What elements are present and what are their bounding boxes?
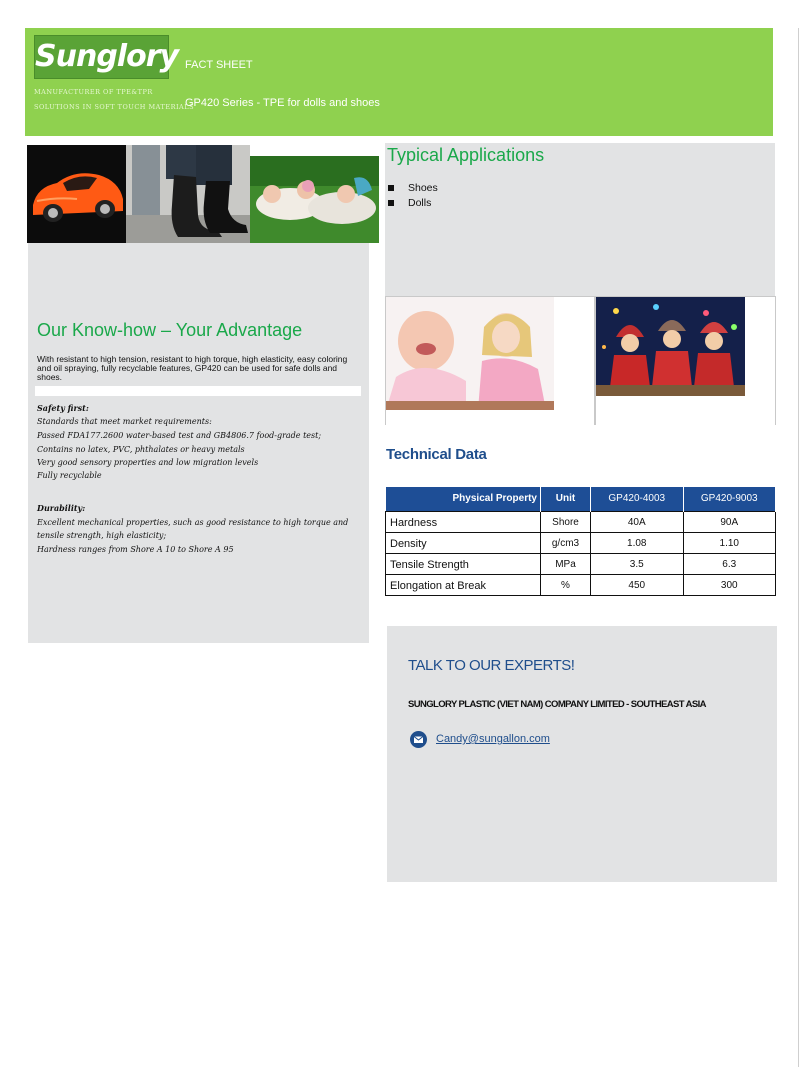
durability-heading: Durability:: [37, 503, 86, 513]
table-row: [386, 553, 776, 574]
table-cell: 90A: [683, 511, 776, 532]
list-item: [387, 181, 438, 196]
applications-title: Typical Applications: [387, 145, 545, 165]
table-cell: Hardness: [386, 511, 541, 532]
series-title: GP420 Series - TPE for dolls and shoes: [185, 97, 380, 109]
durability-text: Excellent mechanical properties, such as good resistance to high torque and tensile strength, high elasticity;: [37, 518, 349, 540]
square-bullet-icon: [388, 200, 394, 206]
mail-icon: [410, 731, 427, 748]
knowhow-panel: [28, 243, 369, 643]
tagline-line-2: SOLUTIONS IN SOFT TOUCH MATERIALS: [34, 103, 195, 111]
photo-christmas-dolls: [596, 297, 745, 396]
technical-data-title: Technical Data: [386, 446, 487, 463]
square-bullet-icon: [388, 185, 394, 191]
table-cell: 450: [591, 574, 684, 595]
table-cell: 6.3: [683, 553, 776, 574]
applications-list: [387, 181, 438, 211]
table-cell: Elongation at Break: [386, 574, 541, 595]
safety-heading: Safety first:: [37, 403, 89, 413]
table-cell: Tensile Strength: [386, 553, 541, 574]
doc-type: FACT SHEET: [185, 59, 253, 71]
column-header: GP420-4003: [591, 487, 684, 511]
technical-data-table: [385, 487, 776, 596]
page-edge-line: [798, 28, 799, 1067]
table-cell: Density: [386, 532, 541, 553]
table-cell: 1.08: [591, 532, 684, 553]
column-header: Physical Property: [386, 487, 541, 511]
safety-item: Fully recyclable: [37, 471, 102, 480]
photo-boots: [126, 145, 250, 243]
table-cell: 1.10: [683, 532, 776, 553]
safety-item: Very good sensory properties and low migration levels: [37, 458, 259, 467]
safety-item: Passed FDA177.2600 water-based test and GB4806.7 food-grade test;: [37, 431, 322, 440]
table-cell: 300: [683, 574, 776, 595]
divider-strip: [35, 386, 361, 396]
table-row: [386, 511, 776, 532]
table-cell: 3.5: [591, 553, 684, 574]
table-row: [386, 574, 776, 595]
email-link[interactable]: Candy@sungallon.com: [436, 733, 550, 745]
table-cell: %: [541, 574, 591, 595]
company-name: SUNGLORY PLASTIC (VIET NAM) COMPANY LIMITED - SOUTHEAST ASIA: [408, 699, 706, 710]
table-cell: MPa: [541, 553, 591, 574]
photo-dolls-on-grass: [250, 156, 379, 243]
table-cell: Shore: [541, 511, 591, 532]
sunglory-logo: [34, 35, 179, 79]
list-item: [387, 196, 438, 211]
safety-item: Contains no latex, PVC, phthalates or heavy metals: [37, 445, 245, 454]
application-label: Shoes: [408, 182, 438, 194]
table-cell: g/cm3: [541, 532, 591, 553]
application-label: Dolls: [408, 197, 432, 209]
table-row: [386, 532, 776, 553]
table-cell: 40A: [591, 511, 684, 532]
photo-baby-with-doll: [386, 297, 554, 410]
column-header: GP420-9003: [683, 487, 776, 511]
tagline-line-1: MANUFACTURER OF TPE&TPR: [34, 88, 153, 96]
knowhow-title: Our Know-how – Your Advantage: [37, 320, 303, 340]
logo-text: Sunglory: [35, 39, 179, 74]
photo-toy-car: [27, 145, 126, 243]
header-banner: [25, 28, 773, 136]
safety-item: Standards that meet market requirements:: [37, 417, 212, 426]
knowhow-intro: With resistant to high tension, resistant to high torque, high elasticity, easy coloring and oil spraying, fully recyclable features, GP420 can be used for safe dolls and shoes.: [37, 354, 348, 382]
durability-hardness: Hardness ranges from Shore A 10 to Shore A 95: [37, 545, 234, 554]
column-header: Unit: [541, 487, 591, 511]
experts-title: TALK TO OUR EXPERTS!: [408, 657, 575, 674]
